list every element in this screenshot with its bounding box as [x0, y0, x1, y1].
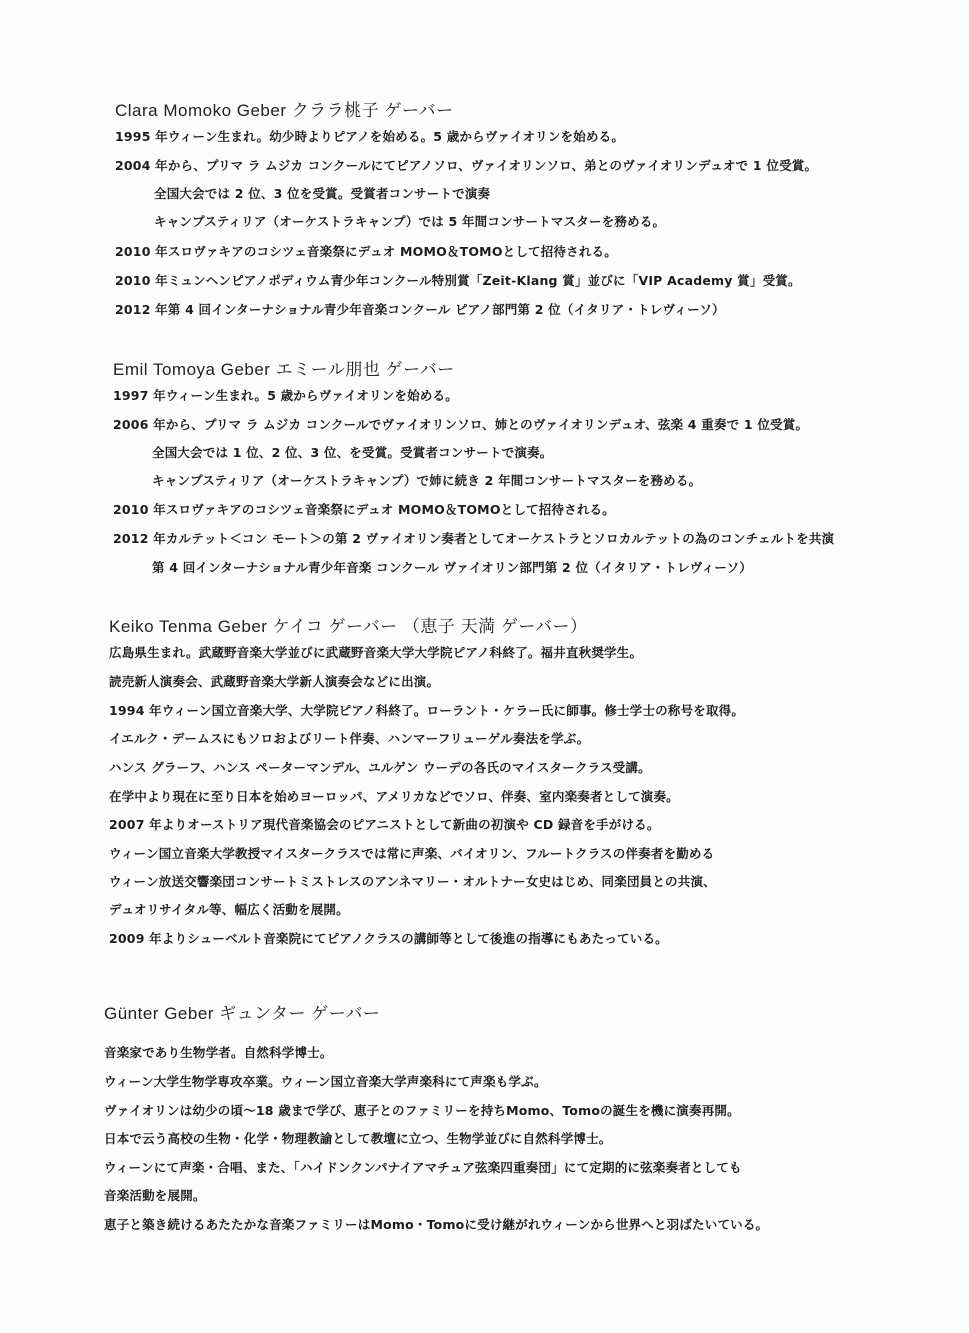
profile-line: キャンプスティリア（オーケストラキャンプ）では 5 年間コンサートマスターを務める。 — [154, 214, 666, 229]
profile-line: ウィーン放送交響楽団コンサートミストレスのアンネマリー・オルトナー女史はじめ、同楽団員との共演、 — [109, 874, 716, 889]
profile-line: 全国大会では 2 位、3 位を受賞。受賞者コンサートで演奏 — [154, 186, 491, 201]
profile-line: 2012 年第 4 回インターナショナル青少年音楽コンクール ピアノ部門第 2 位（イタリア・トレヴィーソ） — [115, 302, 725, 317]
profile-line: 全国大会では 1 位、2 位、3 位、を受賞。受賞者コンサートで演奏。 — [152, 445, 553, 460]
profile-line: ウィーン国立音楽大学教授マイスタークラスでは常に声楽、バイオリン、フルートクラスの伴奏者を勤める — [109, 846, 715, 861]
profile-line: 2012 年カルテット＜コン モート＞の第 2 ヴァイオリン奏者としてオーケストラとソロカルテットの為のコンチェルトを共演 — [113, 531, 835, 546]
profile-line: ハンス グラーフ、ハンス ペーターマンデル、ユルゲン ウーデの各氏のマイスタークラス受講。 — [109, 760, 651, 775]
profile-heading: Günter Geber ギュンター ゲーバー — [104, 1004, 381, 1023]
profile-line: 2010 年スロヴァキアのコシツェ音楽祭にデュオ MOMO＆TOMOとして招待される。 — [113, 502, 615, 517]
profile-line: 音楽家であり生物学者。自然科学博士。 — [104, 1045, 333, 1060]
profile-heading: Clara Momoko Geber クララ桃子 ゲーバー — [115, 101, 454, 120]
profile-heading: Emil Tomoya Geber エミール朋也 ゲーバー — [113, 360, 455, 379]
profile-line: ウィーンにて声楽・合唱、また、「ハイドンクンパナイアマチュア弦楽四重奏団」にて定期的に弦楽奏者としても — [104, 1160, 742, 1175]
profile-line: 第 4 回インターナショナル青少年音楽 コンクール ヴァイオリン部門第 2 位（イタリア・トレヴィーソ） — [152, 560, 753, 575]
profile-line: 2006 年から、プリマ ラ ムジカ コンクールでヴァイオリンソロ、姉とのヴァイオリンデュオ、弦楽 4 重奏で 1 位受賞。 — [113, 417, 809, 432]
profile-line: ウィーン大学生物学専攻卒業。ウィーン国立音楽大学声楽科にて声楽も学ぶ。 — [104, 1074, 547, 1089]
profile-line: イエルク・デームスにもソロおよびリート伴奏、ハンマーフリューゲル奏法を学ぶ。 — [109, 731, 590, 746]
profile-line: 広島県生まれ。武蔵野音楽大学並びに武蔵野音楽大学大学院ピアノ科終了。福井直秋奨学生。 — [109, 645, 643, 660]
profile-line: 2009 年よりシューベルト音楽院にてピアノクラスの講師等として後進の指導にもあたっている。 — [109, 931, 668, 946]
profile-line: 2007 年よりオーストリア現代音楽協会のピアニストとして新曲の初演や CD 録音を手がける。 — [109, 817, 660, 832]
profile-line: 1997 年ウィーン生まれ。5 歳からヴァイオリンを始める。 — [113, 388, 458, 403]
profile-line: デュオリサイタル等、幅広く活動を展開。 — [109, 902, 349, 917]
profile-line: 1995 年ウィーン生まれ。幼少時よりピアノを始める。5 歳からヴァイオリンを始める。 — [115, 129, 625, 144]
profile-line: 日本で云う高校の生物・化学・物理教諭として教壇に立つ、生物学並びに自然科学博士。 — [104, 1131, 612, 1146]
profile-line: 2004 年から、プリマ ラ ムジカ コンクールにてピアノソロ、ヴァイオリンソロ、弟とのヴァイオリンデュオで 1 位受賞。 — [115, 158, 818, 173]
profile-line: 2010 年ミュンヘンピアノポディウム青少年コンクール特別賞「Zeit-Klang 賞」並びに「VIP Academy 賞」受賞。 — [115, 273, 801, 288]
profile-line: 読売新人演奏会、武蔵野音楽大学新人演奏会などに出演。 — [109, 674, 440, 689]
profile-line: 2010 年スロヴァキアのコシツェ音楽祭にデュオ MOMO＆TOMOとして招待される。 — [115, 244, 617, 259]
profile-line: キャンプスティリア（オーケストラキャンプ）で姉に続き 2 年間コンサートマスターを務める。 — [152, 473, 702, 488]
profile-line: 在学中より現在に至り日本を始めヨーロッパ、アメリカなどでソロ、伴奏、室内楽奏者として演奏。 — [109, 789, 679, 804]
profile-line: 1994 年ウィーン国立音楽大学、大学院ピアノ科終了。ローラント・ケラー氏に師事。修士学士の称号を取得。 — [109, 703, 745, 718]
profile-heading: Keiko Tenma Geber ケイコ ゲーバー （恵子 天満 ゲーバー） — [109, 617, 588, 636]
profile-line: 恵子と築き続けるあたたかな音楽ファミリーはMomo・Tomoに受け継がれウィーンから世界へと羽ばたいている。 — [104, 1217, 769, 1232]
profile-line: 音楽活動を展開。 — [104, 1188, 206, 1203]
profile-line: ヴァイオリンは幼少の頃～18 歳まで学び、恵子とのファミリーを持ちMomo、Tomoの誕生を機に演奏再開。 — [104, 1103, 740, 1118]
